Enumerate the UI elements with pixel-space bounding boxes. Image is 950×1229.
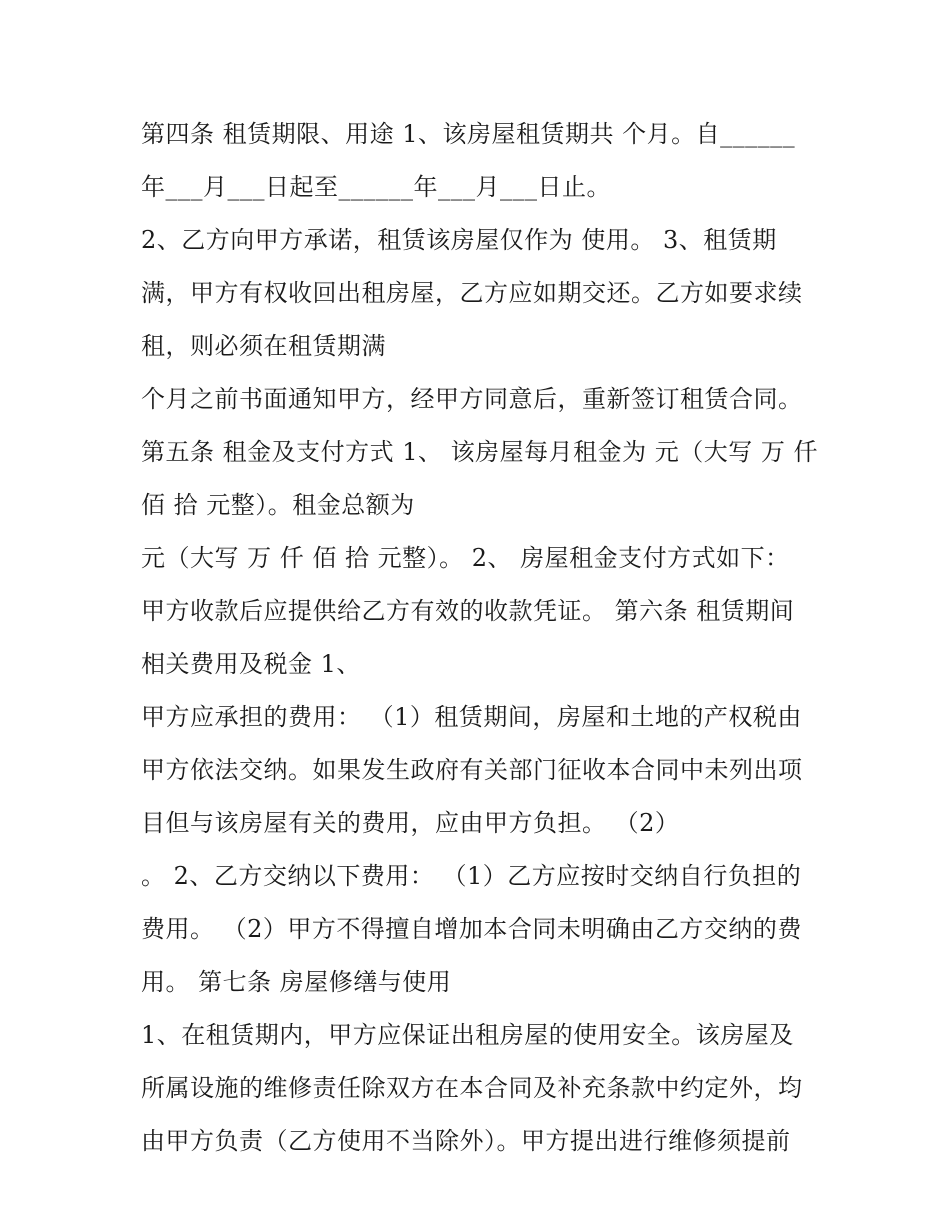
- text-line: 第五条 租金及支付方式 1、 该房屋每月租金为 元（大写 万 仟: [141, 438, 819, 466]
- text-line: 佰 拾 元整）。租金总额为: [141, 491, 415, 519]
- text-line: 元（大写 万 仟 佰 拾 元整）。 2、 房屋租金支付方式如下：: [141, 544, 790, 572]
- text-line: 租，则必须在租赁期满: [141, 332, 386, 360]
- text-line: 满，甲方有权收回出租房屋，乙方应如期交还。乙方如要求续: [141, 279, 803, 307]
- text-line: 费用。 （2）甲方不得擅自增加本合同未明确由乙方交纳的费: [141, 915, 802, 943]
- text-line: 第四条 租赁期限、用途 1、该房屋租赁期共 个月。自______: [141, 120, 796, 148]
- text-line: 甲方应承担的费用： （1）租赁期间，房屋和土地的产权税由: [141, 703, 802, 731]
- text-line: 所属设施的维修责任除双方在本合同及补充条款中约定外，均: [141, 1074, 803, 1102]
- document-body: [141, 108, 821, 1168]
- text-line: 1、在租赁期内，甲方应保证出租房屋的使用安全。该房屋及: [141, 1021, 794, 1049]
- text-line: 由甲方负责（乙方使用不当除外）。甲方提出进行维修须提前: [141, 1127, 791, 1155]
- text-line: 甲方依法交纳。如果发生政府有关部门征收本合同中未列出项: [141, 756, 803, 784]
- text-line: 相关费用及税金 1、: [141, 650, 361, 678]
- text-line: 甲方收款后应提供给乙方有效的收款凭证。 第六条 租赁期间: [141, 597, 795, 625]
- text-line: 2、乙方向甲方承诺，租赁该房屋仅作为 使用。 3、租赁期: [141, 226, 777, 254]
- text-line: 目但与该房屋有关的费用，应由甲方负担。 （2）: [141, 809, 680, 837]
- text-line: 年___月___日起至______年___月___日止。: [141, 173, 611, 201]
- text-line: 个月之前书面通知甲方，经甲方同意后，重新签订租赁合同。: [141, 385, 803, 413]
- text-line: 。 2、乙方交纳以下费用： （1）乙方应按时交纳自行负担的: [141, 862, 802, 890]
- text-line: 用。 第七条 房屋修缮与使用: [141, 968, 452, 996]
